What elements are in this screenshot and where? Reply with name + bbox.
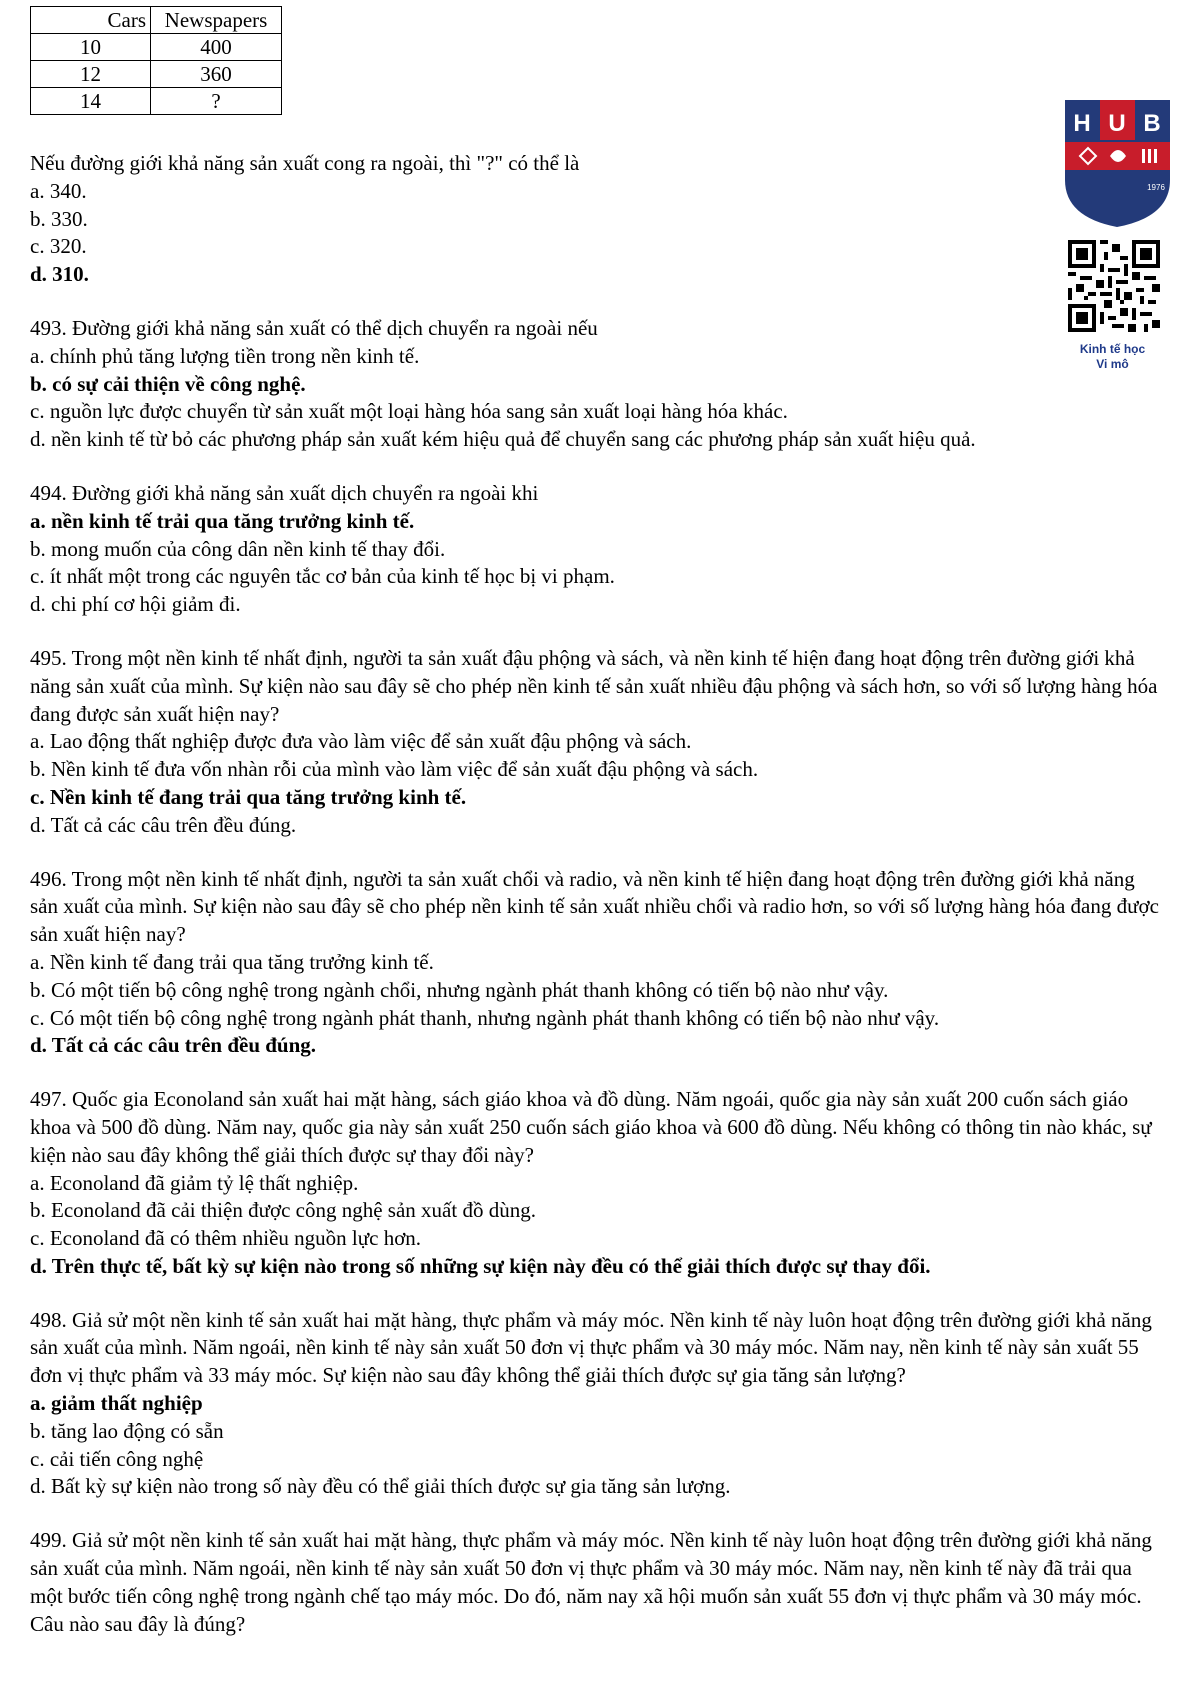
answer-option: c. nguồn lực được chuyển từ sản xuất một loại hàng hóa sang sản xuất loại hàng hóa khác. <box>30 399 788 424</box>
question-stem: 493. Đường giới khả năng sản xuất có thể dịch chuyển ra ngoài nếu <box>30 315 598 340</box>
table-cell: 400 <box>151 34 282 61</box>
question-stem: 496. Trong một nền kinh tế nhất định, người ta sản xuất chổi và radio, và nền kinh tế hiện đang hoạt động trên đường giới khả năng sản xuất của mình. Sự kiện nào sau đây sẽ cho phép nền kinh tế sản xuất nhiều chổi và radio hơn, so với số lượng hàng hóa đang được sản xuất hiện nay? <box>30 866 1159 947</box>
question <box>30 645 1160 840</box>
table-row <box>31 88 282 115</box>
answer-option: a. Econoland đã giảm tỷ lệ thất nghiệp. <box>30 1170 359 1195</box>
table-row <box>31 34 282 61</box>
question-stem: 498. Giả sử một nền kinh tế sản xuất hai mặt hàng, thực phẩm và máy móc. Nền kinh tế này luôn hoạt động trên đường giới khả năng sản xuất của mình. Năm ngoái, nền kinh tế này sản xuất 50 đơn vị thực phẩm và 30 máy móc. Năm nay, nền kinh tế này sản xuất 55 đơn vị thực phẩm và 33 máy móc. Sự kiện nào sau đây không thể giải thích được sự gia tăng sản lượng? <box>30 1307 1152 1388</box>
answer-option: c. Có một tiến bộ công nghệ trong ngành phát thanh, nhưng ngành phát thanh không có tiến bộ nào như vậy. <box>30 1005 940 1030</box>
question <box>30 315 1160 454</box>
table-cell: ? <box>151 88 282 115</box>
question <box>30 866 1160 1061</box>
question-stem: 495. Trong một nền kinh tế nhất định, người ta sản xuất đậu phộng và sách, và nền kinh tế hiện đang hoạt động trên đường giới khả năng sản xuất của mình. Sự kiện nào sau đây sẽ cho phép nền kinh tế sản xuất nhiều đậu phộng và sách hơn, so với số lượng hàng hóa đang được sản xuất hiện nay? <box>30 645 1158 726</box>
question <box>30 150 1160 289</box>
answer-option: b. 330. <box>30 206 88 231</box>
question-stem: 497. Quốc gia Econoland sản xuất hai mặt hàng, sách giáo khoa và đồ dùng. Năm ngoái, quốc gia này sản xuất 200 cuốn sách giáo khoa và 500 đồ dùng. Năm nay, quốc gia này sản xuất 250 cuốn sách giáo khoa và 600 đồ dùng. Nếu không có thông tin nào khác, sự kiện nào sau đây không thể giải thích được sự thay đổi này? <box>30 1087 1152 1167</box>
answer-option: b. tăng lao động có sẵn <box>30 1418 224 1443</box>
question <box>30 1086 1160 1281</box>
question <box>30 480 1160 619</box>
table-cell: 12 <box>31 61 151 88</box>
answer-option: d. nền kinh tế từ bỏ các phương pháp sản xuất kém hiệu quả để chuyển sang các phương pháp sản xuất hiệu quả. <box>30 427 976 452</box>
answer-option-correct: a. nền kinh tế trải qua tăng trưởng kinh tế. <box>30 508 415 533</box>
answer-option-correct: d. Tất cả các câu trên đều đúng. <box>30 1033 317 1058</box>
answer-option: a. 340. <box>30 178 87 203</box>
answer-option-correct: d. Trên thực tế, bất kỳ sự kiện nào trong số những sự kiện này đều có thể giải thích được sự thay đổi. <box>30 1253 931 1278</box>
question-list <box>30 150 1160 1664</box>
answer-option: b. Có một tiến bộ công nghệ trong ngành chổi, nhưng ngành phát thanh không có tiến bộ nào như vậy. <box>30 977 889 1002</box>
answer-option: d. Tất cả các câu trên đều đúng. <box>30 812 297 837</box>
answer-option: c. 320. <box>30 234 87 259</box>
logo-letter: B <box>1143 110 1161 137</box>
brand-line: Vi mô <box>1096 357 1129 371</box>
logo-letter: U <box>1108 110 1126 137</box>
answer-option: d. chi phí cơ hội giảm đi. <box>30 592 241 617</box>
answer-option-correct: a. giảm thất nghiệp <box>30 1391 203 1416</box>
logo-year: 1976 <box>1147 183 1165 192</box>
answer-option: b. Econoland đã cải thiện được công nghệ sản xuất đồ dùng. <box>30 1198 536 1223</box>
table-cell: 10 <box>31 34 151 61</box>
data-table <box>30 6 282 115</box>
answer-option: a. chính phủ tăng lượng tiền trong nền kinh tế. <box>30 343 420 368</box>
answer-option: c. cải tiến công nghệ <box>30 1446 204 1471</box>
table-cell: 14 <box>31 88 151 115</box>
answer-option: a. Lao động thất nghiệp được đưa vào làm việc để sản xuất đậu phộng và sách. <box>30 729 692 754</box>
question <box>30 1307 1160 1502</box>
question-stem: Nếu đường giới khả năng sản xuất cong ra ngoài, thì "?" có thể là <box>30 151 580 175</box>
answer-option: c. Econoland đã có thêm nhiều nguồn lực hơn. <box>30 1226 422 1251</box>
logo-letter: H <box>1073 110 1091 137</box>
answer-option-correct: d. 310. <box>30 262 89 287</box>
table-cell: 360 <box>151 61 282 88</box>
answer-option: a. Nền kinh tế đang trải qua tăng trưởng kinh tế. <box>30 949 434 974</box>
answer-option-correct: b. có sự cải thiện về công nghệ. <box>30 371 306 396</box>
answer-option-correct: c. Nền kinh tế đang trải qua tăng trưởng kinh tế. <box>30 784 467 809</box>
table-header-cars: Cars <box>31 7 151 34</box>
table-row <box>31 61 282 88</box>
question-stem: 499. Giả sử một nền kinh tế sản xuất hai mặt hàng, thực phẩm và máy móc. Nền kinh tế này luôn hoạt động trên đường giới khả năng sản xuất của mình. Năm ngoái, nền kinh tế này sản xuất 50 đơn vị thực phẩm và 30 máy móc. Năm nay, nền kinh tế này đã trải qua một bước tiến công nghệ trong ngành chế tạo máy móc. Do đó, năm nay xã hội muốn sản xuất 55 đơn vị thực phẩm và 30 máy móc. Câu nào sau đây là đúng? <box>30 1528 1152 1636</box>
answer-option: b. mong muốn của công dân nền kinh tế thay đổi. <box>30 536 446 561</box>
answer-option: b. Nền kinh tế đưa vốn nhàn rỗi của mình vào làm việc để sản xuất đậu phộng và sách. <box>30 757 759 782</box>
question <box>30 1527 1160 1638</box>
brand-line: Kinh tế học <box>1079 342 1146 356</box>
table-header-row <box>31 7 282 34</box>
question-stem: 494. Đường giới khả năng sản xuất dịch chuyển ra ngoài khi <box>30 480 539 505</box>
table-header-newspapers: Newspapers <box>151 7 282 34</box>
answer-option: c. ít nhất một trong các nguyên tắc cơ bản của kinh tế học bị vi phạm. <box>30 564 615 589</box>
answer-option: d. Bất kỳ sự kiện nào trong số này đều có thể giải thích được sự gia tăng sản lượng. <box>30 1474 731 1499</box>
